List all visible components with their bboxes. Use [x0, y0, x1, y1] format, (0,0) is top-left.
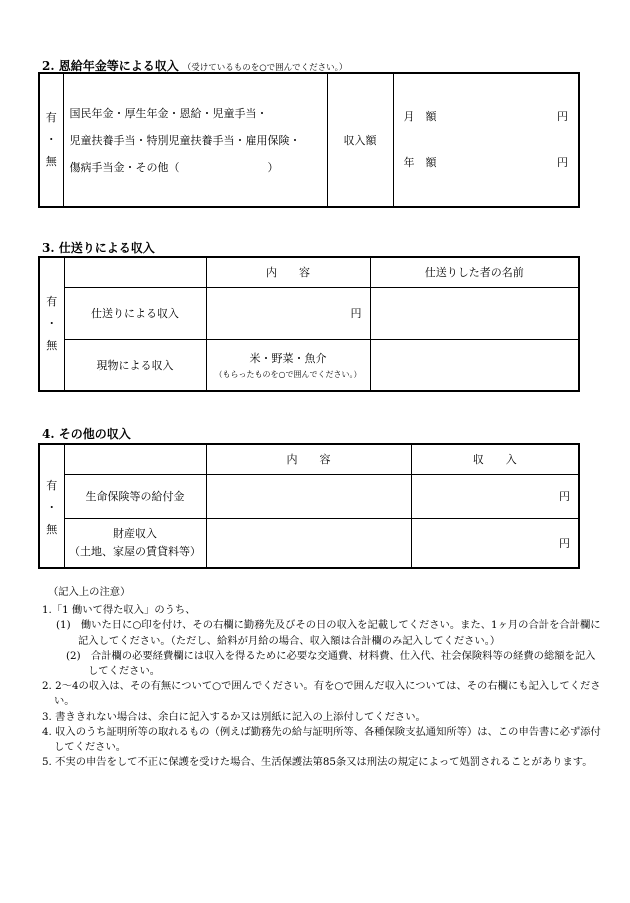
section4-row2-label: [64, 518, 206, 568]
section3-row1-amount[interactable]: [206, 287, 370, 339]
section4-row1-content[interactable]: [206, 474, 411, 518]
note-3: 3. 書ききれない場合は、余白に記入するか又は別紙に記入の上添付してください。: [42, 710, 426, 723]
section2-items[interactable]: [63, 73, 327, 207]
section4-row1-amount[interactable]: [411, 474, 579, 518]
section2-income-label: 収入額: [327, 73, 393, 207]
section3-row2-label: 現物による収入: [64, 339, 206, 391]
note-1-2: (2) 合計欄の必要経費欄には収入を得るために必要な交通費、材料費、仕入代、社会保険料等の経費の総額を記入してください。: [66, 649, 596, 678]
umu-dot: ・: [45, 133, 57, 146]
section2-title-text: 2. 恩給年金等による収入: [42, 59, 179, 73]
yearly-row[interactable]: [404, 140, 569, 186]
section4-row2-label-a: 財産収入: [113, 526, 157, 540]
section4-col-content: 内 容: [206, 444, 411, 474]
yearly-label: 年 額: [403, 156, 437, 169]
section4-title: [42, 425, 131, 442]
section2-amounts[interactable]: [393, 73, 579, 207]
umu-dot: ・: [46, 317, 58, 330]
section3-row1-label: 仕送りによる収入: [64, 287, 206, 339]
section4-row1-label: 生命保険等の給付金: [64, 474, 206, 518]
section3-title: [42, 239, 155, 256]
yen-unit: 円: [557, 156, 568, 169]
section3-col-sender: 仕送りした者の名前: [370, 257, 579, 287]
section2-umu[interactable]: [39, 73, 63, 207]
section4-col-income: 収 入: [411, 444, 579, 474]
umu-yes: 有: [46, 295, 58, 308]
section2-item-line: 児童扶養手当・特別児童扶養手当・雇用保険・: [69, 133, 301, 147]
note-5: 5. 不実の申告をして不正に保護を受けた場合、生活保護法第85条又は刑法の規定によって処罰されることがあります。: [42, 756, 593, 769]
section4-row2-amount[interactable]: [411, 518, 579, 568]
section4-header-blank: [64, 444, 206, 474]
yen-unit: 円: [557, 110, 568, 123]
umu-dot: ・: [46, 501, 58, 514]
note-2: 2. 2～4の収入は、その有無について○で囲んでください。有を○で囲んだ収入については、その右欄にも記入してください。: [42, 680, 601, 708]
section3-col-content: 内 容: [206, 257, 370, 287]
yen-unit: 円: [559, 490, 570, 503]
umu-yes: 有: [45, 111, 57, 124]
section4-title-text: 4. その他の収入: [42, 427, 131, 441]
section3-row2-note: （もらったものを○で囲んでください。）: [214, 369, 362, 379]
umu-no: 無: [45, 155, 57, 168]
section3-row2-sender[interactable]: [370, 339, 579, 391]
section3-umu[interactable]: [39, 257, 64, 391]
section2-item-line: 国民年金・厚生年金・恩給・児童手当・: [69, 106, 268, 120]
umu-yes: 有: [46, 479, 58, 492]
monthly-label: 月 額: [403, 110, 437, 123]
section4-table: [38, 443, 580, 569]
yen-unit: 円: [350, 307, 362, 320]
yen-unit: 円: [559, 536, 570, 550]
section4-umu[interactable]: [39, 444, 64, 568]
section4-row2-content[interactable]: [206, 518, 411, 568]
section3-row2-content[interactable]: [206, 339, 370, 391]
note-1-1: (1) 働いた日に○印を付け、その右欄に勤務先及びその日の収入を記載してください。また、1ヶ月の合計を合計欄に記入してください。（ただし、給料が月給の場合、収入額は合計欄のみ記入してください。）: [56, 619, 601, 647]
section2-title-note: （受けているものを○で囲んでください。）: [182, 63, 348, 73]
section3-header-blank: [64, 257, 206, 287]
section2-item-line: 傷病手当金・その他（ ）: [69, 160, 279, 174]
umu-no: 無: [46, 339, 58, 352]
section3-row1-sender[interactable]: [370, 287, 579, 339]
note-1: 1.「1 働いて得た収入」のうち、: [42, 604, 196, 617]
umu-no: 無: [46, 523, 58, 536]
note-4: 4. 収入のうち証明所等の取れるもの（例えば勤務先の給与証明所等、各種保険支払通知所等）は、この申告書に必ず添付してください。: [42, 725, 601, 754]
notes-section: [42, 585, 602, 770]
section3-title-text: 3. 仕送りによる収入: [42, 241, 155, 255]
section4-row2-label-b: （土地、家屋の賃貸料等）: [69, 544, 201, 558]
monthly-row[interactable]: [404, 94, 569, 140]
section2-table: [38, 72, 580, 208]
notes-title: （記入上の注意）: [48, 586, 131, 598]
section3-table: [38, 256, 580, 392]
section3-row2-items: 米・野菜・魚介: [249, 351, 327, 365]
